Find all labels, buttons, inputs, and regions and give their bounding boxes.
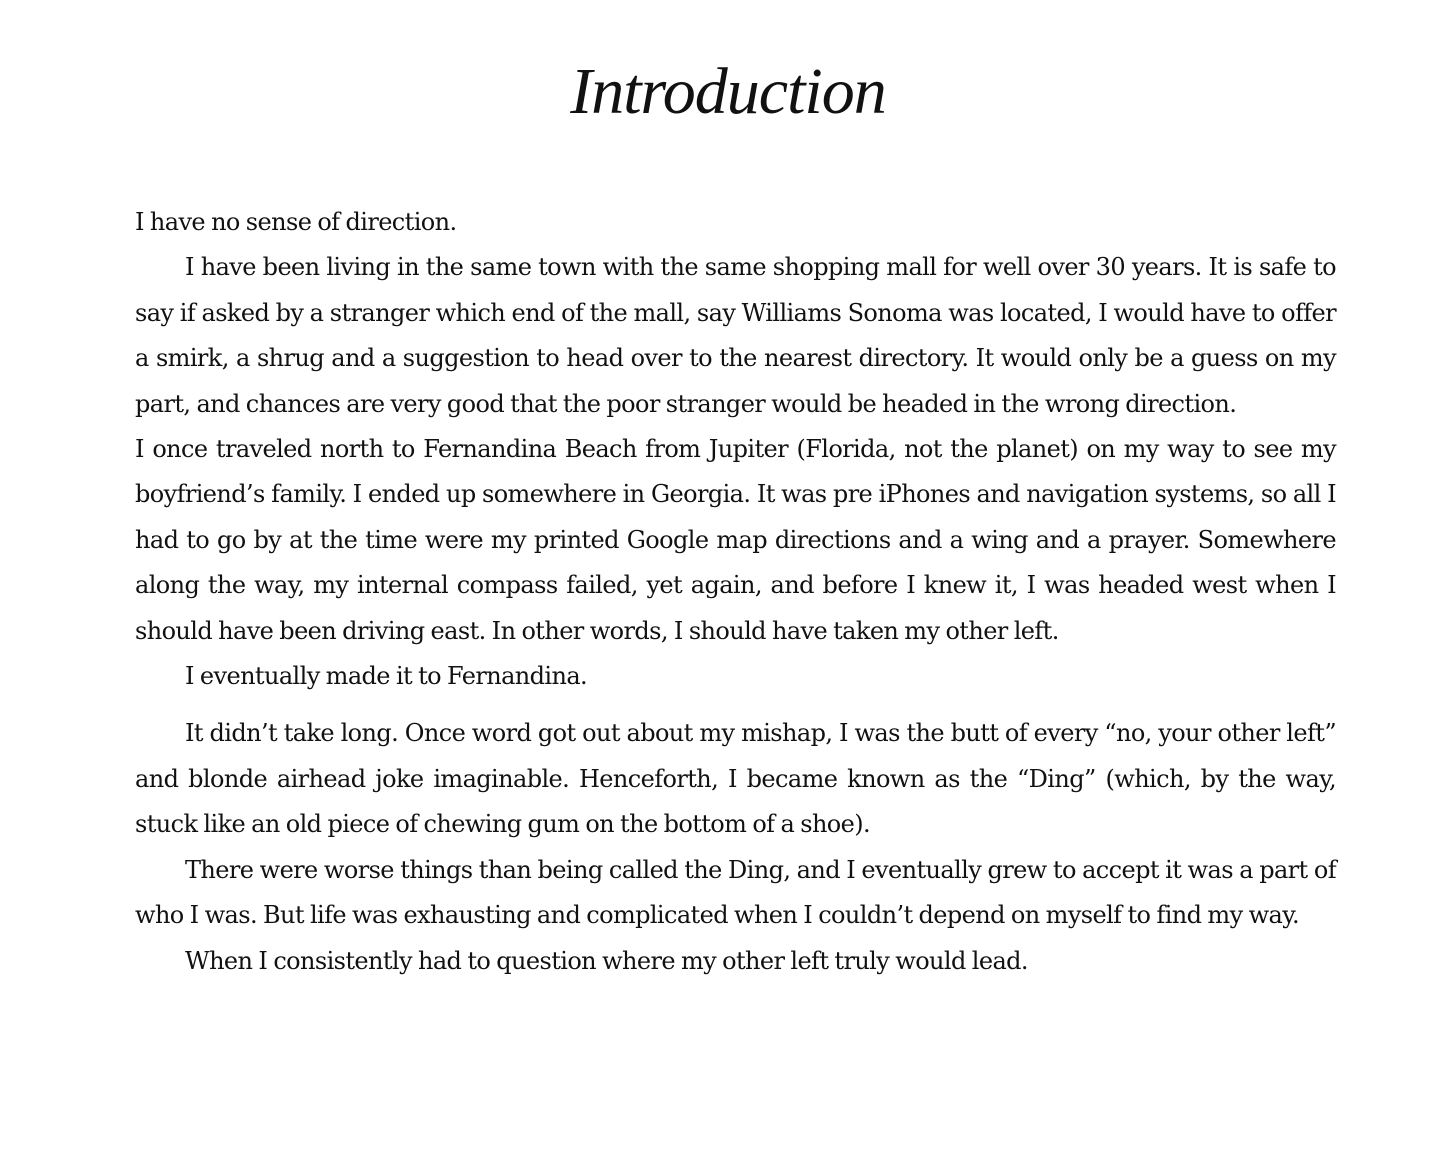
paragraph-6: There were worse things than being called the Ding, and I eventually grew to accept it was a part of who I was. But life was exhausting and complicated when I couldn’t depend on myself to find my way.: [135, 855, 1336, 930]
paragraph-4: I eventually made it to Fernandina.: [185, 662, 588, 691]
chapter-title: Introduction: [570, 55, 886, 128]
paragraph-5: It didn’t take long. Once word got out about my mishap, I was the butt of every “no, your other left” and blonde airhead joke imaginable. Henceforth, I became known as the “Ding” (which, by the way, stuck like an old piece of chewing gum on the bottom of a shoe).: [135, 719, 1336, 839]
paragraph-1: I have no sense of direction.: [135, 208, 457, 236]
chapter-body: [135, 200, 1336, 984]
paragraph-7: When I consistently had to question where my other left truly would lead.: [185, 946, 1028, 975]
paragraph-2: I have been living in the same town with the same shopping mall for well over 30 years. It is safe to say if asked by a stranger which end of the mall, say Williams Sonoma was located, I would have to offer a smirk, a shrug and a suggestion to head over to the nearest directory. It would only be a guess on my part, and chances are very good that the poor stranger would be headed in the wrong direction.: [135, 253, 1336, 418]
paragraph-3: I once traveled north to Fernandina Beach from Jupiter (Florida, not the planet) on my way to see my boyfriend’s family. I ended up somewhere in Georgia. It was pre iPhones and navigation systems, so all I had to go by at the time were my printed Google map directions and a wing and a prayer. Somewhere along the way, my internal compass failed, yet again, and before I knew it, I was headed west when I should have been driving east. In other words, I should have taken my other left.: [135, 435, 1336, 645]
